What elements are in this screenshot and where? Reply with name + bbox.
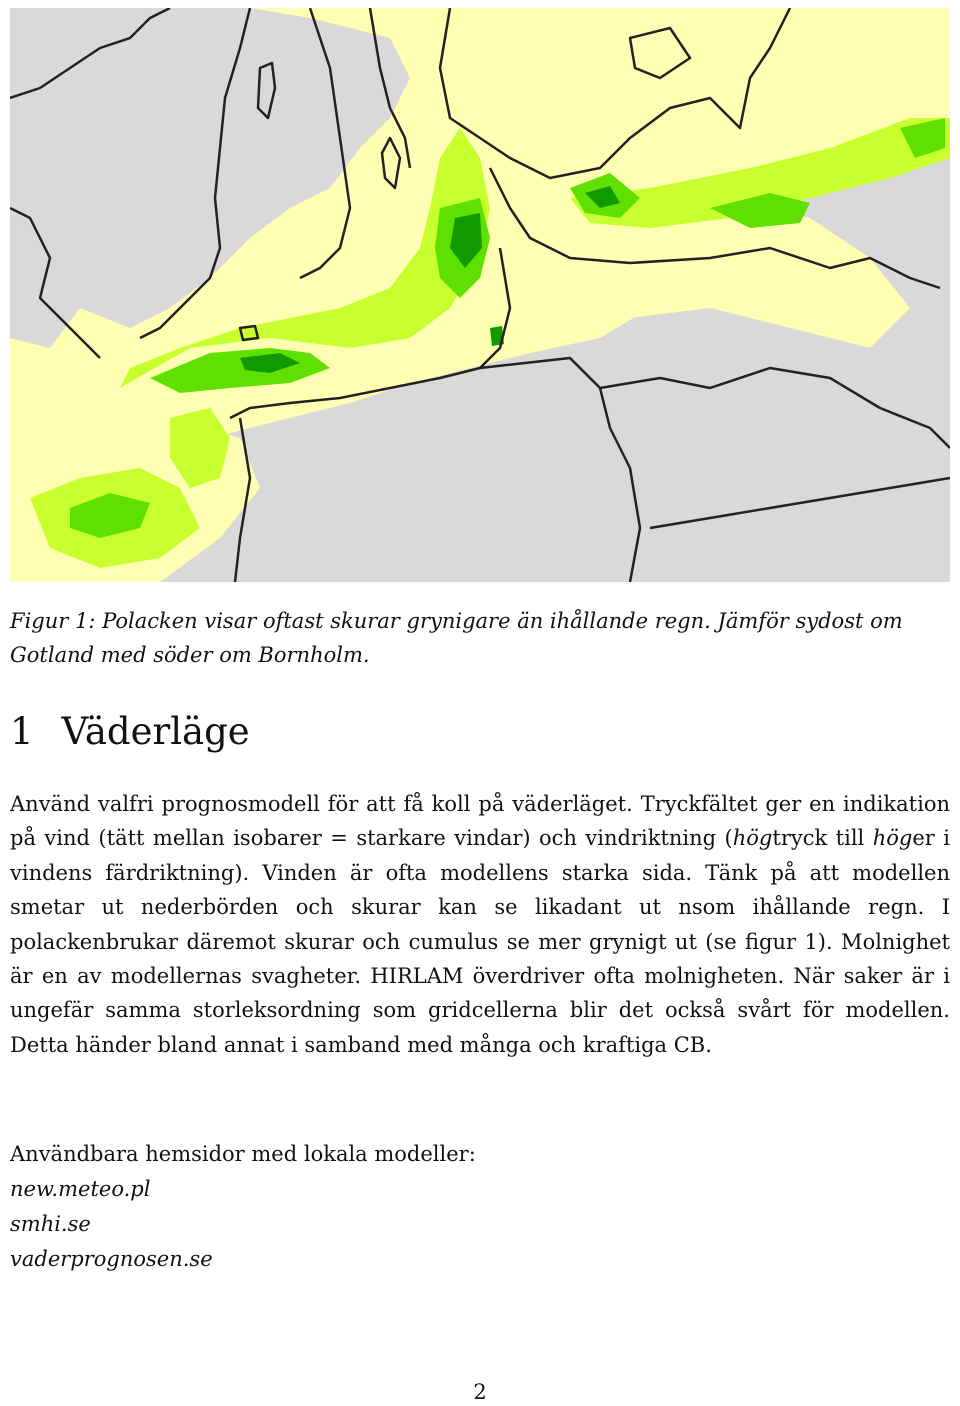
precipitation-map [10, 8, 950, 582]
emphasis-hog-2: hög [872, 826, 913, 851]
section-number: 1 [10, 710, 34, 753]
websites-heading: Användbara hemsidor med lokala modeller: [10, 1142, 476, 1166]
website-link-meteo[interactable]: new.meteo.pl [10, 1177, 151, 1201]
emphasis-hog: hög [732, 826, 773, 851]
body-paragraph [10, 787, 950, 1062]
figure-caption: Figur 1: Polacken visar oftast skurar grynigare än ihållande regn. Jämför sydost om Gotland med söder om Bornholm. [10, 609, 903, 667]
paragraph-text-1: Använd valfri prognosmodell för att få koll på väderläget. Tryckfältet ger en indikation på vind (tätt mellan isobarer = starkare vindar) och vindriktning ( [10, 792, 950, 851]
page-number: 2 [473, 1380, 487, 1404]
paragraph-text-3: er i vindens färdriktning). Vinden är ofta modellens starka sida. Tänk på att modellen smetar ut nederbörden och skurar kan se likadant ut nsom ihållande regn. I polackenbrukar däremot skurar och cumulus se mer grynigt ut (se figur 1). Molnighet är en av modellernas svagheter. HIRLAM överdriver ofta molnigheten. När saker är i ungefär samma storleksordning som gridcellerna blir det också svårt för modellen. Detta händer bland annat i samband med många och kraftiga CB. [10, 826, 950, 1057]
website-link-vaderprognosen[interactable]: vaderprognosen.se [10, 1247, 213, 1271]
website-link-smhi[interactable]: smhi.se [10, 1212, 91, 1236]
section-heading [10, 710, 250, 753]
websites-block [10, 1137, 476, 1277]
section-title: Väderläge [61, 710, 250, 753]
paragraph-text-2: tryck till [772, 826, 873, 851]
